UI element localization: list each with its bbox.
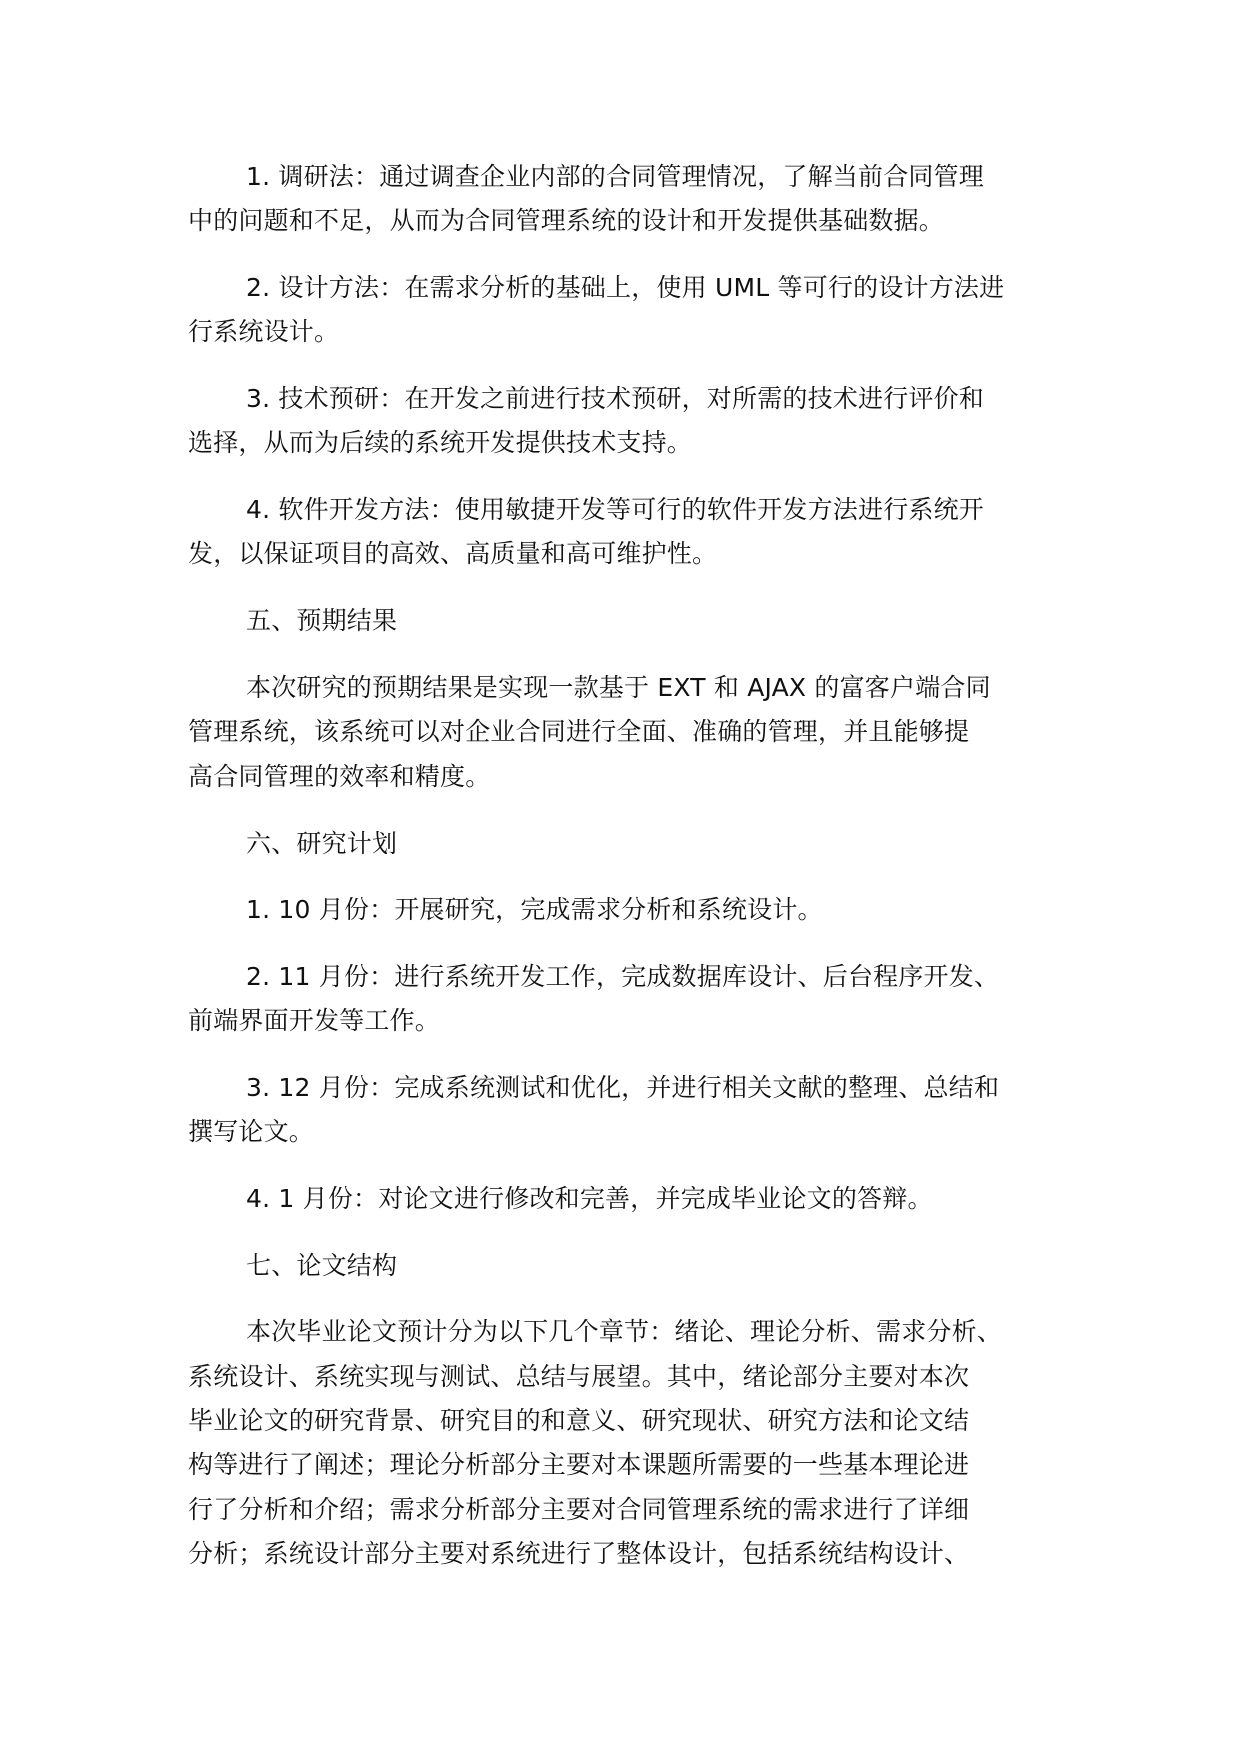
- thesis-structure-line-1: 本次毕业论文预计分为以下几个章节：绪论、理论分析、需求分析、: [246, 1317, 1003, 1346]
- section-heading-research-plan: 六、研究计划: [246, 829, 398, 858]
- method-4-line-2: 发，以保证项目的高效、高质量和高可维护性。: [188, 539, 718, 568]
- method-1-line-2: 中的问题和不足，从而为合同管理系统的设计和开发提供基础数据。: [188, 206, 945, 235]
- plan-2-line-1: 2. 11 月份：进行系统开发工作，完成数据库设计、后台程序开发、: [246, 962, 1000, 991]
- plan-2-line-2: 前端界面开发等工作。: [188, 1006, 441, 1035]
- plan-1-line-1: 1. 10 月份：开展研究，完成需求分析和系统设计。: [246, 895, 823, 924]
- plan-3-line-1: 3. 12 月份：完成系统测试和优化，并进行相关文献的整理、总结和: [246, 1073, 1000, 1102]
- method-3-line-2: 选择，从而为后续的系统开发提供技术支持。: [188, 428, 693, 457]
- thesis-structure-line-4: 构等进行了阐述；理论分析部分主要对本课题所需要的一些基本理论进: [188, 1450, 970, 1479]
- thesis-structure-line-5: 行了分析和介绍；需求分析部分主要对合同管理系统的需求进行了详细: [188, 1495, 970, 1524]
- method-3-line-1: 3. 技术预研：在开发之前进行技术预研，对所需的技术进行评价和: [246, 384, 985, 413]
- method-2-line-1: 2. 设计方法：在需求分析的基础上，使用 UML 等可行的设计方法进: [246, 273, 1005, 302]
- expected-results-line-1: 本次研究的预期结果是实现一款基于 EXT 和 AJAX 的富客户端合同: [246, 673, 991, 702]
- method-2-line-2: 行系统设计。: [188, 317, 340, 346]
- thesis-structure-line-3: 毕业论文的研究背景、研究目的和意义、研究现状、研究方法和论文结: [188, 1406, 970, 1435]
- method-4-line-1: 4. 软件开发方法：使用敏捷开发等可行的软件开发方法进行系统开: [246, 495, 985, 524]
- expected-results-line-2: 管理系统，该系统可以对企业合同进行全面、准确的管理，并且能够提: [188, 717, 970, 746]
- plan-3-line-2: 撰写论文。: [188, 1117, 315, 1146]
- section-heading-expected-results: 五、预期结果: [246, 606, 398, 635]
- method-1-line-1: 1. 调研法：通过调查企业内部的合同管理情况，了解当前合同管理: [246, 162, 985, 191]
- thesis-structure-line-2: 系统设计、系统实现与测试、总结与展望。其中，绪论部分主要对本次: [188, 1362, 970, 1391]
- plan-4-line-1: 4. 1 月份：对论文进行修改和完善，并完成毕业论文的答辩。: [246, 1184, 933, 1213]
- section-heading-thesis-structure: 七、论文结构: [246, 1251, 398, 1280]
- thesis-structure-line-6: 分析；系统设计部分主要对系统进行了整体设计，包括系统结构设计、: [188, 1539, 970, 1568]
- expected-results-line-3: 高合同管理的效率和精度。: [188, 762, 491, 791]
